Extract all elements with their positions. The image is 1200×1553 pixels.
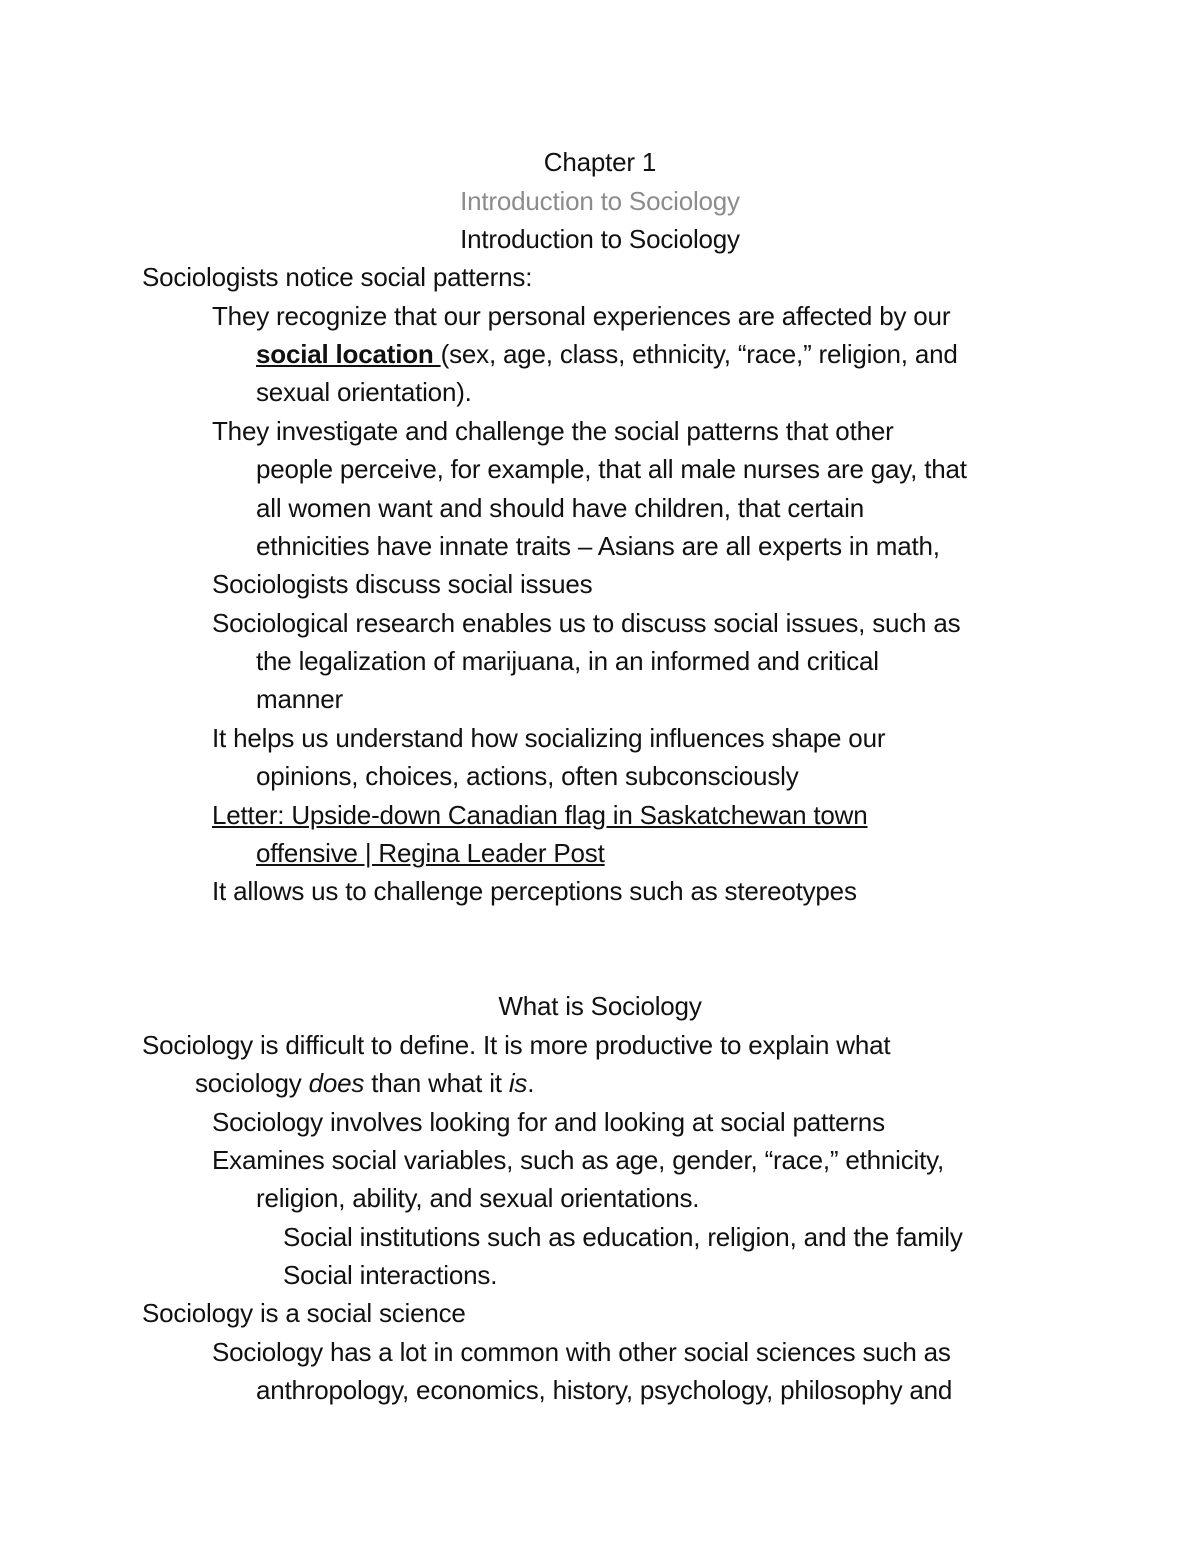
- section2-title: What is Sociology: [498, 991, 702, 1021]
- define-line2-part2: than what it: [364, 1068, 509, 1098]
- bullet-recognize-line2-rest: (sex, age, class, ethnicity, “race,” religion, and: [440, 339, 958, 369]
- bullet-variables-line2: religion, ability, and sexual orientations.: [256, 1183, 700, 1213]
- bullet-investigate-line4: ethnicities have innate traits – Asians are all experts in math,: [256, 531, 940, 561]
- define-line2-part1: sociology: [195, 1068, 309, 1098]
- sub-bullet-institutions: Social institutions such as education, religion, and the family: [283, 1222, 963, 1252]
- article-link-line2[interactable]: offensive | Regina Leader Post: [256, 838, 605, 868]
- bullet-variables-line1: Examines social variables, such as age, gender, “race,” ethnicity,: [212, 1145, 945, 1175]
- bullet-research-line3: manner: [256, 684, 343, 714]
- bullet-research-line1: Sociological research enables us to discuss social issues, such as: [212, 608, 961, 638]
- define-line2-period: .: [527, 1068, 535, 1098]
- emphasis-does: does: [308, 1068, 365, 1098]
- bullet-investigate-line3: all women want and should have children, that certain: [256, 493, 864, 523]
- section1-intro: Sociologists notice social patterns:: [142, 262, 533, 292]
- bullet-patterns: Sociology involves looking for and looking at social patterns: [212, 1107, 885, 1137]
- bullet-common-line1: Sociology has a lot in common with other social sciences such as: [212, 1337, 951, 1367]
- bullet-common-line2: anthropology, economics, history, psychology, philosophy and: [256, 1375, 953, 1405]
- define-line2: [195, 1064, 534, 1102]
- bullet-recognize-line2: [256, 335, 958, 373]
- article-link-line1[interactable]: Letter: Upside-down Canadian flag in Saskatchewan town: [212, 800, 868, 830]
- sub-bullet-interactions: Social interactions.: [283, 1260, 498, 1290]
- social-science-heading: Sociology is a social science: [142, 1298, 466, 1328]
- bullet-research-line2: the legalization of marijuana, in an informed and critical: [256, 646, 879, 676]
- define-line1: Sociology is difficult to define. It is more productive to explain what: [142, 1030, 891, 1060]
- social-location-term: social location: [256, 339, 441, 369]
- bullet-socializing-line1: It helps us understand how socializing influences shape our: [212, 723, 886, 753]
- bullet-socializing-line2: opinions, choices, actions, often subconsciously: [256, 761, 799, 791]
- bullet-recognize-line1: They recognize that our personal experiences are affected by our: [212, 301, 951, 331]
- subtitle: Introduction to Sociology: [460, 224, 740, 254]
- bullet-investigate-line1: They investigate and challenge the social patterns that other: [212, 416, 894, 446]
- bullet-recognize-line3: sexual orientation).: [256, 377, 472, 407]
- subtitle-gray: Introduction to Sociology: [460, 186, 740, 216]
- bullet-challenge-perceptions: It allows us to challenge perceptions such as stereotypes: [212, 876, 857, 906]
- chapter-title: Chapter 1: [543, 147, 657, 177]
- bullet-investigate-line2: people perceive, for example, that all male nurses are gay, that: [256, 454, 967, 484]
- emphasis-is: is: [508, 1068, 528, 1098]
- bullet-discuss-issues: Sociologists discuss social issues: [212, 569, 593, 599]
